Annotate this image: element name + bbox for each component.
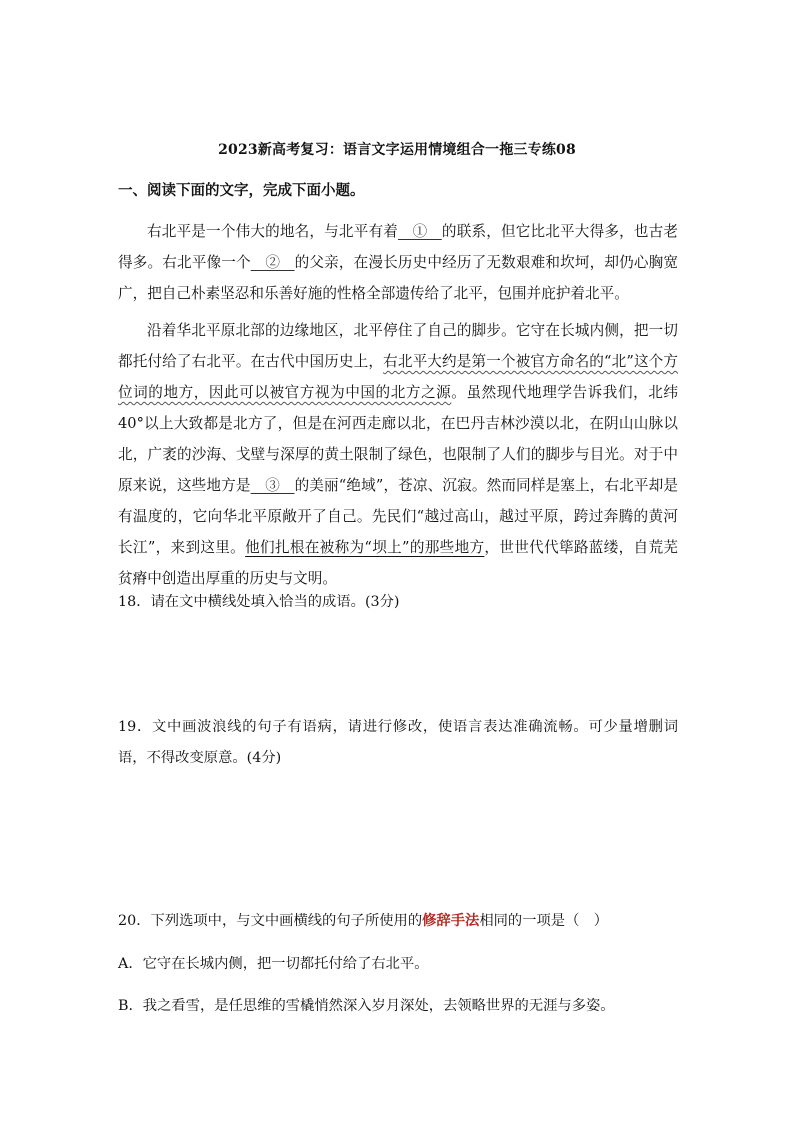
question-20 [118,906,678,937]
q20-highlight: 修辞手法 [422,913,480,929]
p2-text-1: 沿着华北平原北部的边缘地区，北平停住了自己的脚步。它守在长城内侧，把一切都托付给了右北平。在古代中国历史上， [118,322,678,370]
blank-3: ③ [250,477,295,494]
wavy-underlined-sentence: 右北平大约是第一个被官方命名的“北”这个方位词的地方，因此可以被官方视为中国的北方之源 [118,353,678,401]
p1-text-2: 的联系，但它比北平大得多，也古老得多。右北平像一个 [118,223,678,271]
section-heading: 一、阅读下面的文字，完成下面小题。 [118,182,365,199]
option-b: B．我之看雪，是任思维的雪橇悄然深入岁月深处，去领略世界的无涯与多姿。 [118,998,615,1014]
document-title: 2023新高考复习：语言文字运用情境组合一拖三专练08 [218,142,576,158]
q20-text-1: 20．下列选项中，与文中画横线的句子所使用的 [118,913,423,929]
p2-text-4: ，世世代代筚路蓝缕，自荒芜贫瘠中创造出厚重的历史与文明。 [118,539,678,587]
p1-text-3: 的父亲，在漫长历史中经历了无数艰难和坎坷，却仍心胸宽广，把自己朴素坚忍和乐善好施的性格全部遗传给了北平，包围并庇护着北平。 [118,254,678,302]
underlined-sentence: 他们扎根在被称为“坝上”的那些地方 [245,539,485,556]
passage-paragraph-1 [118,216,678,309]
blank-1: ① [397,223,442,240]
q20-text-2: 相同的一项是（ ） [479,913,608,929]
p2-text-3: 的美丽“绝域”，苍凉、沉寂。然而同样是塞上，右北平却是有温度的，它向华北平原敞开了自己。先民们“越过高山，越过平原，跨过奔腾的黄河长江”，来到这里。 [118,477,678,556]
p2-text-2: 。虽然现代地理学告诉我们，北纬40°以上大致都是北方了，但是在河西走廊以北，在巴丹吉林沙漠以北，在阴山山脉以北，广袤的沙海、戈壁与深厚的黄土限制了绿色，也限制了人们的脚步与目光。对于中原来说，这些地方是 [118,384,678,494]
option-a: A．它守在长城内侧，把一切都托付给了右北平。 [118,956,429,972]
p1-text-1: 右北平是一个伟大的地名，与北平有着 [147,223,398,240]
passage-paragraph-2 [118,315,678,594]
question-18: 18．请在文中横线处填入恰当的成语。(3分) [118,594,400,610]
question-19: 19．文中画波浪线的句子有语病，请进行修改，使语言表达准确流畅。可少量增删词语，不得改变原意。(4分) [118,719,678,766]
blank-2: ② [250,254,295,271]
